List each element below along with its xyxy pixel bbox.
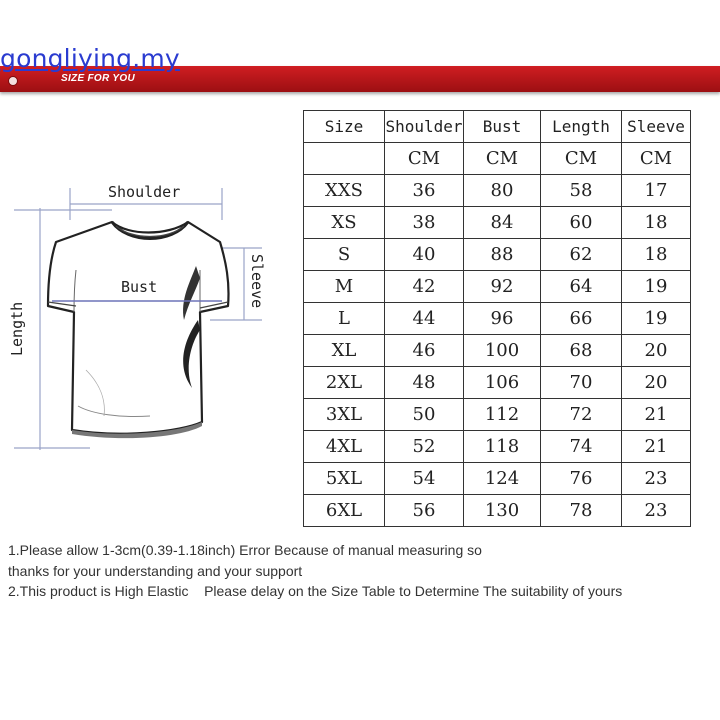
table-cell: 68 [541,335,622,367]
table-cell: 58 [541,175,622,207]
table-row [304,463,691,495]
table-cell: 38 [385,207,464,239]
sleeve-label: Sleeve [248,254,266,309]
table-unit-row [304,143,691,175]
table-cell: 21 [622,399,691,431]
notes [8,540,622,602]
table-cell: CM [385,143,464,175]
table-cell: 4XL [304,431,385,463]
table-cell: 50 [385,399,464,431]
table-cell: 70 [541,367,622,399]
table-cell: 66 [541,303,622,335]
table-cell: 96 [464,303,541,335]
table-cell: 18 [622,239,691,271]
table-cell: 2XL [304,367,385,399]
table-cell: 62 [541,239,622,271]
table-cell: 40 [385,239,464,271]
tshirt-illustration [0,170,300,470]
table-cell: 21 [622,431,691,463]
table-row [304,399,691,431]
table-cell: XS [304,207,385,239]
table-cell: Bust [464,111,541,143]
note-line: 1.Please allow 1-3cm(0.39-1.18inch) Error Because of manual measuring so [8,542,482,558]
table-cell: 88 [464,239,541,271]
hook-icon [8,76,18,86]
table-cell: 54 [385,463,464,495]
table-cell: 100 [464,335,541,367]
table-cell: 112 [464,399,541,431]
note-line: thanks for your understanding and your support [8,562,303,579]
tshirt-diagram [0,170,300,470]
table-cell: 23 [622,495,691,527]
table-cell: Length [541,111,622,143]
table-cell [304,143,385,175]
table-cell: 72 [541,399,622,431]
table-cell: 17 [622,175,691,207]
table-cell: CM [464,143,541,175]
table-cell: 80 [464,175,541,207]
shoulder-label: Shoulder [108,183,181,201]
table-cell: 20 [622,335,691,367]
table-cell: Shoulder [385,111,464,143]
table-cell: S [304,239,385,271]
table-row [304,239,691,271]
table-cell: 48 [385,367,464,399]
table-cell: 84 [464,207,541,239]
table-cell: 52 [385,431,464,463]
table-row [304,303,691,335]
table-cell: 23 [622,463,691,495]
size-table [303,110,691,527]
table-cell: CM [541,143,622,175]
table-row [304,175,691,207]
table-row [304,431,691,463]
table-cell: 6XL [304,495,385,527]
table-row [304,335,691,367]
table-cell: 56 [385,495,464,527]
table-cell: L [304,303,385,335]
banner-label: SIZE FOR YOU [61,73,135,84]
table-cell: 92 [464,271,541,303]
table-cell: Size [304,111,385,143]
table-cell: 42 [385,271,464,303]
bust-label: Bust [121,278,158,296]
table-cell: 5XL [304,463,385,495]
watermark: gongliying.my [0,44,180,73]
table-cell: 76 [541,463,622,495]
table-row [304,271,691,303]
note-line: 2.This product is High Elastic Please delay on the Size Table to Determine The suitability of yours [8,583,623,599]
table-row [304,207,691,239]
table-cell: 74 [541,431,622,463]
table-row [304,495,691,527]
table-cell: XL [304,335,385,367]
table-cell: 19 [622,303,691,335]
table-cell: 44 [385,303,464,335]
table-cell: 64 [541,271,622,303]
table-cell: 130 [464,495,541,527]
table-cell: 3XL [304,399,385,431]
table-cell: 60 [541,207,622,239]
length-label: Length [8,301,26,356]
table-row [304,367,691,399]
table-cell: 18 [622,207,691,239]
table-cell: XXS [304,175,385,207]
table-header-row [304,111,691,143]
table-cell: 78 [541,495,622,527]
table-cell: Sleeve [622,111,691,143]
table-cell: 36 [385,175,464,207]
table-cell: 46 [385,335,464,367]
table-cell: 20 [622,367,691,399]
table-cell: 106 [464,367,541,399]
table-cell: 118 [464,431,541,463]
table-cell: 124 [464,463,541,495]
table-cell: 19 [622,271,691,303]
table-cell: M [304,271,385,303]
table-cell: CM [622,143,691,175]
